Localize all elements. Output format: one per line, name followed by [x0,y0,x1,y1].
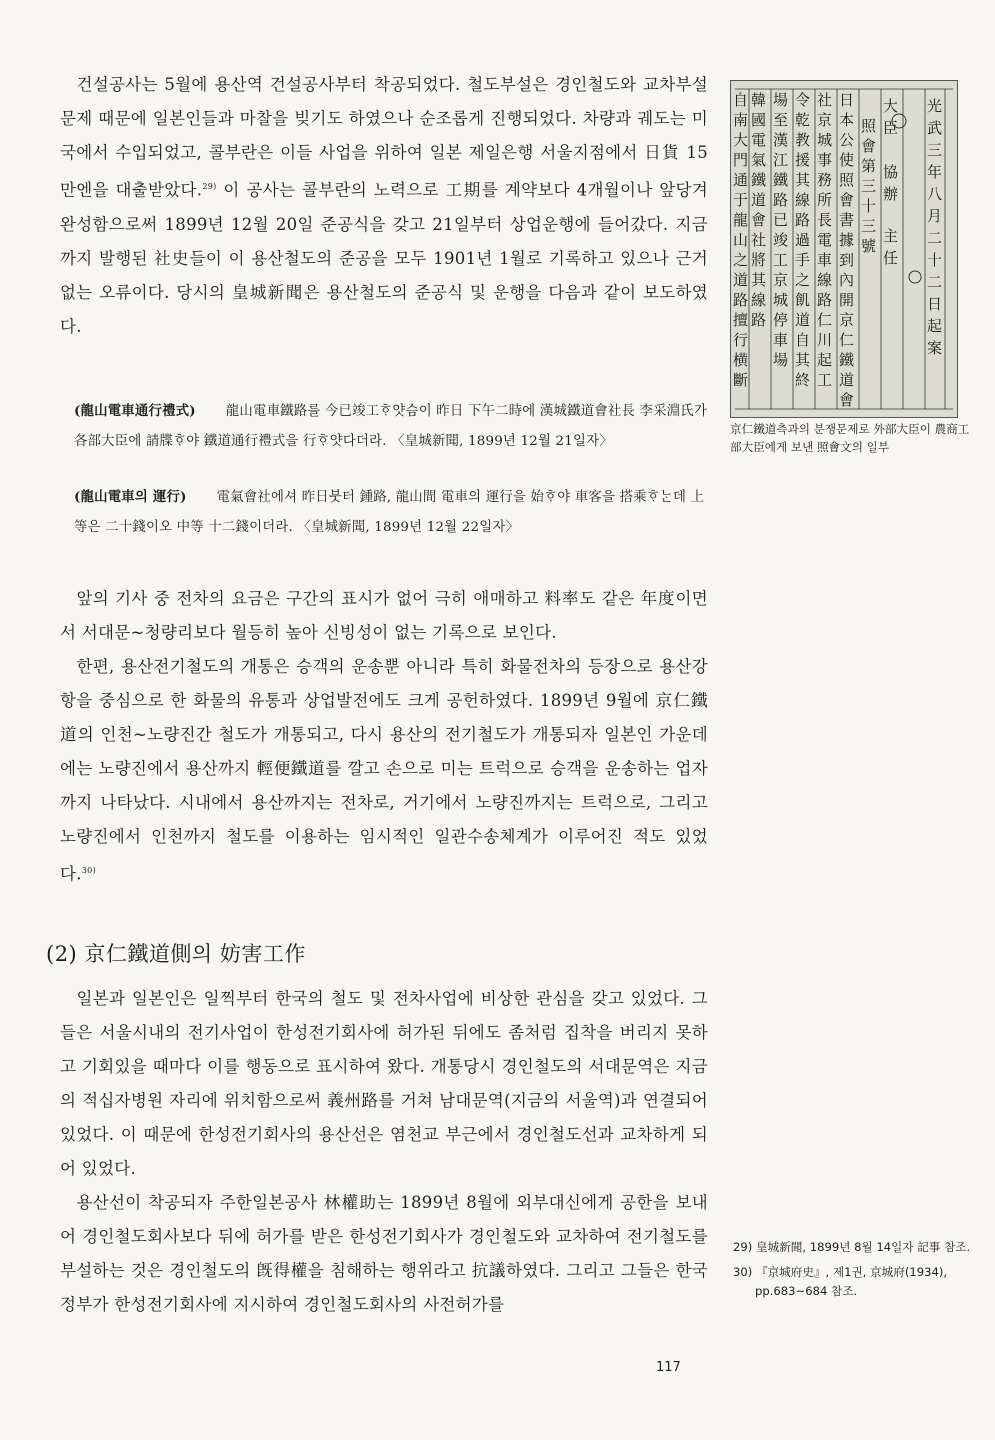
svg-text:電: 電 [751,131,767,149]
svg-text:路: 路 [795,211,811,229]
svg-text:京: 京 [839,311,855,329]
svg-text:已: 已 [773,211,789,229]
svg-text:會: 會 [839,391,855,409]
svg-text:場: 場 [773,351,789,369]
svg-text:路: 路 [733,291,749,309]
svg-text:內: 內 [839,271,855,289]
svg-text:照: 照 [839,171,855,189]
svg-text:主: 主 [883,227,899,245]
svg-text:氣: 氣 [751,151,767,169]
svg-text:社: 社 [817,91,833,109]
svg-text:線: 線 [795,191,811,209]
svg-text:自: 自 [795,331,811,349]
newspaper-quote-1 [74,396,714,457]
svg-text:竣: 竣 [773,231,789,249]
svg-text:其: 其 [751,271,767,289]
svg-text:大: 大 [883,97,899,115]
svg-text:到: 到 [839,251,855,269]
svg-text:城: 城 [817,131,833,149]
footnote-text: 『京城府史』, 제1권, 京城府(1934), pp.683~684 참조. [755,1265,948,1298]
svg-text:年: 年 [927,163,943,181]
body-block-2 [60,582,708,892]
svg-text:停: 停 [773,311,789,329]
svg-text:鐵: 鐵 [751,171,767,189]
svg-text:横: 横 [733,351,749,369]
svg-text:于: 于 [733,191,749,209]
quote-title: (龍山電車의 運行) [74,489,187,505]
svg-text:起: 起 [927,317,943,335]
page-number: 117 [656,1360,681,1375]
svg-text:乾: 乾 [795,111,811,129]
svg-text:社: 社 [751,231,767,249]
svg-text:光: 光 [927,97,943,115]
svg-text:日: 日 [927,295,943,313]
svg-text:車: 車 [773,331,789,349]
svg-text:擅: 擅 [733,311,749,329]
svg-text:通: 通 [733,171,749,189]
svg-text:二: 二 [927,273,943,291]
svg-text:路: 路 [773,191,789,209]
svg-text:鐵: 鐵 [839,351,855,369]
svg-text:公: 公 [839,131,855,149]
svg-text:三: 三 [861,177,877,195]
body-paragraph-3 [60,650,708,892]
body-paragraph-4: 일본과 일본인은 일찍부터 한국의 철도 및 전차사업에 비상한 관심을 갖고 있었다. 그들은 서울시내의 전기사업이 한성전기회사에 허가된 뒤에도 좀처럼 집착을 버리지 못하고 기회있을 때마다 이를 행동으로 표시하여 왔다. 개통당시 경인철도의 서대문역은 지금의 적십자병원 자리에 위치함으로써 義州路를 거쳐 남대문역(지금의 서울역)과 연결되어 있었다. 이 때문에 한성전기회사의 용산선은 염천교 부근에서 경인철도선과 교차하게 되어 있었다. [60,989,708,1178]
svg-text:城: 城 [773,291,789,309]
svg-text:案: 案 [927,339,943,357]
svg-text:仁: 仁 [817,311,833,329]
svg-text:鐵: 鐵 [773,171,789,189]
svg-text:所: 所 [817,191,833,209]
svg-text:電: 電 [817,231,833,249]
svg-text:任: 任 [883,249,899,267]
svg-text:武: 武 [927,119,943,137]
svg-text:過: 過 [795,231,811,249]
historical-document-image [730,80,958,418]
svg-text:國: 國 [751,111,767,129]
svg-text:十: 十 [861,197,877,215]
section-heading: (2) 京仁鐵道側의 妨害工作 [46,942,306,966]
quote-body: 電氣會社에셔 昨日붓터 鍾路, 龍山間 電車의 運行을 始ᄒᆞ야 車客을 搭乘ᄒᆞᄂᆞᆫ데 上等은 二十錢이오 中等 十二錢이더라. 〈皇城新聞, 1899년 12월 22일자〉 [74,490,705,535]
svg-text:月: 月 [927,207,943,225]
svg-text:門: 門 [733,151,749,169]
svg-text:車: 車 [817,251,833,269]
svg-text:辦: 辦 [883,185,899,203]
footnote-29 [733,1238,983,1257]
svg-text:南: 南 [733,111,749,129]
svg-text:京: 京 [817,111,833,129]
svg-text:手: 手 [795,251,811,269]
svg-text:其: 其 [795,171,811,189]
svg-text:日: 日 [839,91,855,109]
svg-text:之: 之 [733,251,749,269]
svg-text:斷: 斷 [733,371,749,389]
svg-text:號: 號 [861,237,877,255]
body-paragraph-5: 용산선이 착공되자 주한일본공사 林權助는 1899년 8월에 외부대신에게 공한을 보내어 경인철도회사보다 뒤에 허가를 받은 한성전기회사가 경인철도와 교차하여 전기철도를 부설하는 것은 경인철도의 旣得權을 침해하는 행위라고 抗議하였다. 그리고 그들은 한국정부가 한성전기회사에 지시하여 경인철도회사의 사전허가를 [60,1193,708,1314]
svg-text:行: 行 [733,331,749,349]
footnote-number: 30) [733,1265,753,1279]
svg-text:飢: 飢 [795,291,811,309]
svg-text:會: 會 [861,137,877,155]
svg-text:道: 道 [795,311,811,329]
svg-text:長: 長 [817,211,833,229]
svg-text:工: 工 [817,371,833,389]
svg-text:三: 三 [927,141,943,159]
svg-text:將: 將 [751,251,767,269]
svg-text:之: 之 [795,271,811,289]
footnote-30 [733,1263,983,1301]
svg-text:道: 道 [733,271,749,289]
svg-text:書: 書 [839,211,855,229]
newspaper-quote-2 [74,482,714,543]
svg-text:漢: 漢 [773,131,789,149]
footnote-ref-30[interactable]: 30) [81,866,96,875]
svg-text:起: 起 [817,351,833,369]
svg-text:龍: 龍 [733,211,749,229]
svg-text:十: 十 [927,251,943,269]
svg-text:臣: 臣 [883,119,899,137]
svg-text:令: 令 [795,91,811,109]
svg-text:援: 援 [795,151,811,169]
svg-text:路: 路 [751,311,767,329]
svg-text:八: 八 [927,185,943,203]
quote-body: 龍山電車鐵路를 今已竣工ᄒᆞ얏슴이 昨日 下午二時에 漢城鐵道會社長 李采淵氏가 各部大臣에 請牒ᄒᆞ야 鐵道通行禮式을 行ᄒᆞ얏다더라. 〈皇城新聞, 1899년 12월 21일자〉 [74,404,707,449]
svg-text:據: 據 [839,231,855,249]
svg-text:至: 至 [773,111,789,129]
svg-text:第: 第 [861,157,877,175]
svg-text:二: 二 [927,229,943,247]
svg-text:自: 自 [733,91,749,109]
svg-text:場: 場 [773,91,789,109]
svg-text:大: 大 [733,131,749,149]
footnote-ref-29[interactable]: 29) [202,182,217,191]
body-paragraph-2: 앞의 기사 중 전차의 요금은 구간의 표시가 없어 극히 애매하고 料率도 같은 年度이면서 서대문~청량리보다 월등히 높아 신빙성이 없는 기록으로 보인다. [60,589,708,642]
svg-text:會: 會 [839,191,855,209]
svg-text:工: 工 [773,251,789,269]
svg-text:川: 川 [817,331,833,349]
document-scan-icon [731,81,957,417]
svg-text:仁: 仁 [839,331,855,349]
paragraph-text: 한편, 용산전기철도의 개통은 승객의 운송뿐 아니라 특히 화물전차의 등장으로 용산강항을 중심으로 한 화물의 유통과 상업발전에도 크게 공헌하였다. 1899년 9월에 京仁鐵道의 인천~노량진간 철도가 개통되고, 다시 용산의 전기철도가 개통되자 일본인 가운데에는 노량진에서 용산까지 輕便鐵道를 깔고 손으로 미는 트럭으로 승객을 운송하는 업자까지 나타났다. 시내에서 용산까지는 전차로, 거기에서 노량진까지는 트럭으로, 그리고 노량진에서 인천까지 철도를 이용하는 임시적인 일관수송체계가 이루어진 적도 있었다. [60,657,708,884]
svg-text:路: 路 [817,291,833,309]
svg-text:使: 使 [839,151,855,169]
svg-text:江: 江 [773,151,789,169]
body-paragraph-1 [60,68,708,344]
svg-text:本: 本 [839,111,855,129]
paragraph-text: 건설공사는 5월에 용산역 건설공사부터 착공되었다. 철도부설은 경인철도와 교차부설문제 때문에 일본인들과 마찰을 빚기도 하였으나 순조롭게 진행되었다. 차량과 궤도는 미국에서 수입되었고, 콜부란은 이들 사업을 위하여 일본 제일은행 서울지점에서 日貨 15만엔을 대출받았다. [60,75,708,200]
svg-text:三: 三 [861,217,877,235]
svg-text:終: 終 [795,371,811,389]
footnote-number: 29) [733,1240,753,1254]
svg-text:其: 其 [795,351,811,369]
svg-text:務: 務 [817,171,833,189]
svg-text:京: 京 [773,271,789,289]
footnote-text: 皇城新聞, 1899년 8월 14일자 記事 참조. [755,1240,971,1254]
figure-caption: 京仁鐵道측과의 분쟁문제로 外部大臣이 農商工部大臣에게 보낸 照會文의 일부 [730,422,970,454]
svg-text:開: 開 [839,291,855,309]
svg-text:事: 事 [817,151,833,169]
svg-text:線: 線 [751,291,767,309]
svg-text:會: 會 [751,211,767,229]
svg-text:道: 道 [839,371,855,389]
svg-text:協: 協 [883,163,899,181]
svg-text:線: 線 [817,271,833,289]
body-block-3 [60,982,708,1322]
svg-text:照: 照 [861,117,877,135]
svg-text:山: 山 [733,231,749,249]
svg-text:教: 教 [795,131,811,149]
svg-text:韓: 韓 [751,91,767,109]
paragraph-text-cont: 이 공사는 콜부란의 노력으로 工期를 계약보다 4개월이나 앞당겨 완성함으로써 1899년 12월 20일 준공식을 갖고 21일부터 상업운행에 들어갔다. 지금까지 발행된 社史들이 이 용산철도의 준공을 모두 1901년 1월로 기록하고 있으나 근거없는 오류이다. 당시의 皇城新聞은 용산철도의 준공식 및 운행을 다음과 같이 보도하였다. [60,180,708,336]
footnotes [733,1238,983,1307]
svg-text:道: 道 [751,191,767,209]
quote-title: (龍山電車通行禮式) [74,403,196,419]
